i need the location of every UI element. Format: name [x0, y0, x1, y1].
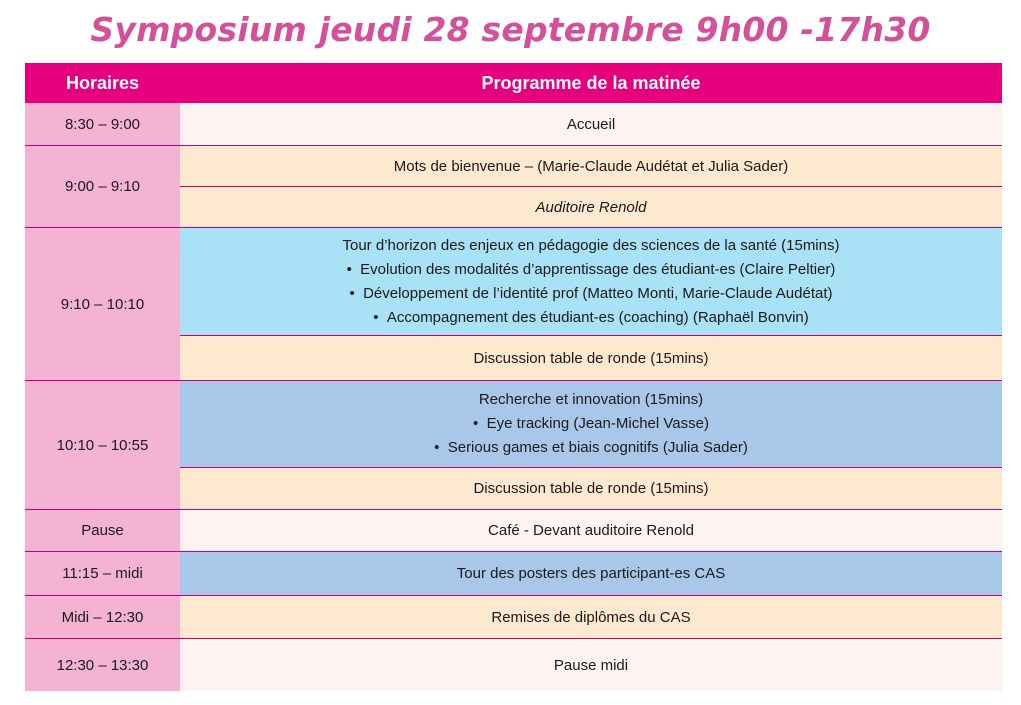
program-cell-location: Auditoire Renold	[180, 187, 1002, 228]
bullet-item: • Eye tracking (Jean-Michel Vasse)	[180, 412, 1002, 436]
program-cell: Café - Devant auditoire Renold	[180, 510, 1002, 552]
time-cell: 8:30 – 9:00	[25, 103, 180, 146]
bullet-item: • Evolution des modalités d’apprentissage des étudiant-es (Claire Peltier)	[180, 258, 1002, 282]
table-header-row	[25, 63, 1002, 103]
program-cell: Remises de diplômes du CAS	[180, 596, 1002, 639]
time-cell: 12:30 – 13:30	[25, 639, 180, 692]
table-row	[25, 639, 1002, 692]
schedule-table	[25, 63, 1002, 691]
time-cell: 9:10 – 10:10	[25, 228, 180, 381]
bullet-item: • Développement de l’identité prof (Matteo Monti, Marie-Claude Audétat)	[180, 282, 1002, 306]
session-intro: Recherche et innovation (15mins)	[478, 391, 704, 408]
program-cell	[180, 228, 1002, 336]
header-horaires: Horaires	[25, 63, 180, 103]
bullet-item: • Serious games et biais cognitifs (Julia Sader)	[180, 436, 1002, 460]
program-cell: Accueil	[180, 103, 1002, 146]
time-cell: 9:00 – 9:10	[25, 146, 180, 228]
program-cell: Pause midi	[180, 639, 1002, 692]
table-row	[25, 103, 1002, 146]
program-cell-discussion: Discussion table de ronde (15mins)	[180, 336, 1002, 381]
page-title: Symposium jeudi 28 septembre 9h00 -17h30	[90, 10, 931, 49]
table-row	[25, 381, 1002, 468]
table-row	[25, 552, 1002, 596]
time-cell: 10:10 – 10:55	[25, 381, 180, 510]
table-row	[25, 228, 1002, 336]
program-cell: Mots de bienvenue – (Marie-Claude Audétat et Julia Sader)	[180, 146, 1002, 187]
table-row	[25, 596, 1002, 639]
program-cell	[180, 381, 1002, 468]
program-cell: Tour des posters des participant-es CAS	[180, 552, 1002, 596]
table-row	[25, 146, 1002, 187]
session-intro: Tour d’horizon des enjeux en pédagogie des sciences de la santé (15mins)	[342, 236, 840, 254]
time-cell: Pause	[25, 510, 180, 552]
time-cell: Midi – 12:30	[25, 596, 180, 639]
bullet-item: • Accompagnement des étudiant-es (coaching) (Raphaël Bonvin)	[180, 306, 1002, 330]
table-row	[25, 510, 1002, 552]
header-programme: Programme de la matinée	[180, 63, 1002, 103]
time-cell: 11:15 – midi	[25, 552, 180, 596]
program-cell-discussion: Discussion table de ronde (15mins)	[180, 468, 1002, 510]
